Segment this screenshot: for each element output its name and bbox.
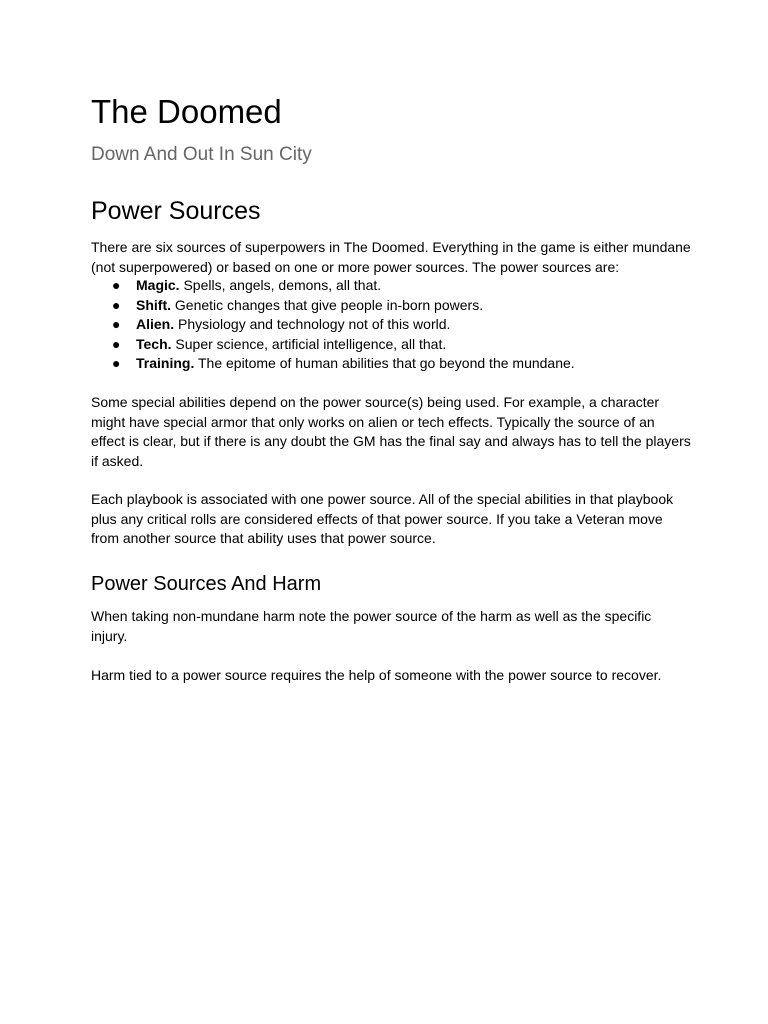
- list-item-text: The epitome of human abilities that go beyond the mundane.: [194, 355, 575, 371]
- bullet-icon: ●: [112, 335, 121, 352]
- list-item-term: Shift.: [136, 296, 171, 313]
- list-item: [91, 354, 575, 374]
- bullet-icon: ●: [112, 296, 121, 313]
- section-heading-power-sources: Power Sources: [91, 197, 261, 225]
- bullet-icon: ●: [112, 316, 121, 332]
- document-title: The Doomed: [91, 93, 282, 130]
- list-item: [91, 276, 575, 296]
- bullet-icon: ●: [112, 277, 121, 293]
- list-item-term: Magic.: [136, 277, 180, 293]
- document-subtitle: Down And Out In Sun City: [91, 144, 312, 165]
- list-item-text: Genetic changes that give people in-born powers.: [171, 296, 484, 313]
- list-item-term: Alien.: [136, 316, 175, 332]
- section-heading-power-sources-and-harm: Power Sources And Harm: [91, 573, 322, 595]
- paragraph-intro: There are six sources of superpowers in The Doomed. Everything in the game is either mundane (not superpowered) or based on one or more power sources. The power sources are:: [91, 239, 691, 275]
- paragraph-playbook: Each playbook is associated with one power source. All of the special abilities in that playbook plus any critical rolls are considered effects of that power source. If you take a Veteran move from another source that ability uses that power source.: [91, 491, 674, 546]
- list-item: [91, 296, 575, 316]
- paragraph-special-abilities: Some special abilities depend on the power source(s) being used. For example, a character might have special armor that only works on alien or tech effects. Typically the source of an effect is clear, but if there is any doubt the GM has the final say and always has to tell the players if asked.: [91, 394, 691, 469]
- power-source-list: [91, 276, 575, 374]
- bullet-icon: ●: [112, 355, 121, 371]
- list-item-term: Tech.: [136, 335, 172, 352]
- list-item: [91, 335, 575, 355]
- list-item-text: Spells, angels, demons, all that.: [179, 277, 382, 293]
- list-item-term: Training.: [136, 355, 195, 371]
- paragraph-harm-recovery: Harm tied to a power source requires the help of someone with the power source to recover.: [91, 667, 662, 683]
- list-item-text: Physiology and technology not of this world.: [174, 316, 451, 332]
- paragraph-harm-note: When taking non-mundane harm note the power source of the harm as well as the specific injury.: [91, 608, 652, 644]
- list-item: [91, 315, 575, 335]
- list-item-text: Super science, artificial intelligence, all that.: [171, 335, 447, 352]
